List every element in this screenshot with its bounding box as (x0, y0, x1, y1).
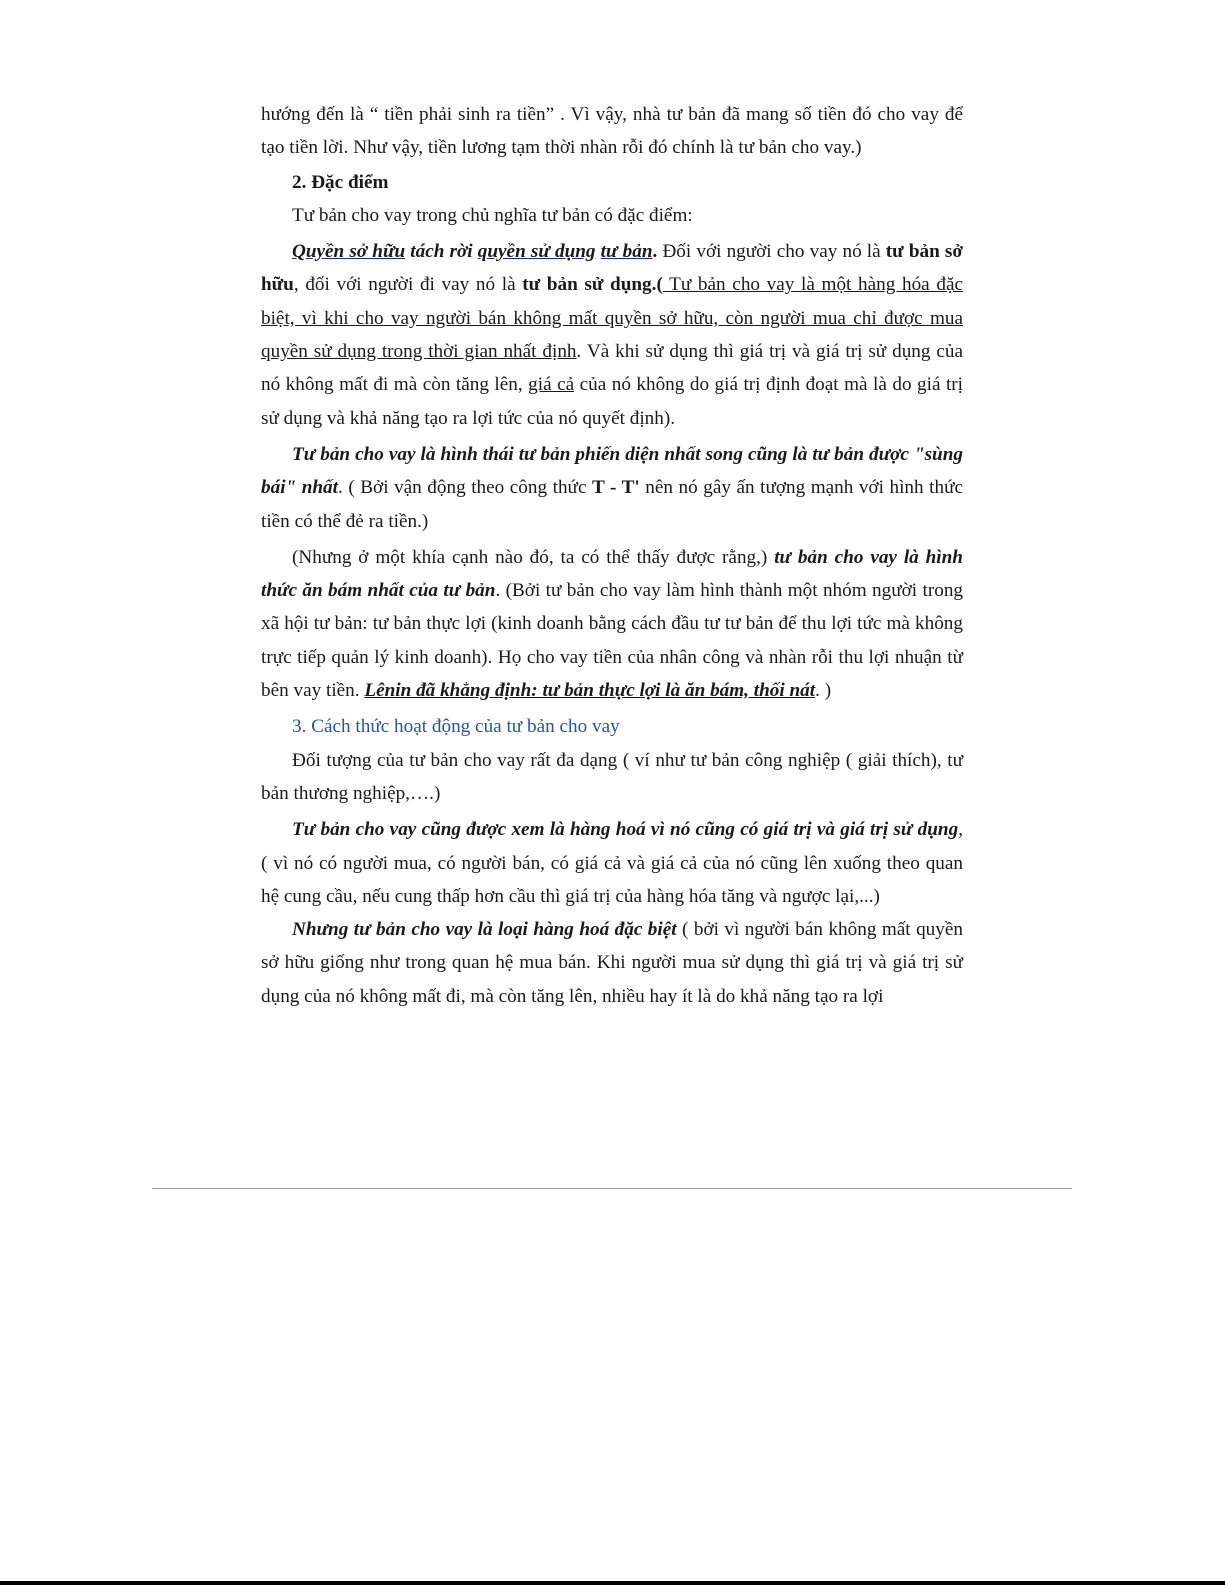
paragraph-text: Đối tượng của tư bản cho vay rất đa dạng ( ví như tư bản công nghiệp ( giải thích), tư bản thương nghiệp,….) (261, 749, 963, 804)
paragraph-dac-diem-intro (261, 199, 963, 232)
paragraph-hang-hoa (261, 813, 963, 913)
paragraph-hinh-thai (261, 438, 963, 538)
bold-tu-ban-so-huu: tư bản sở hữu (261, 241, 964, 296)
formula-t-t: T - T' (592, 477, 640, 499)
section-heading-text: 2. Đặc điểm (292, 171, 389, 193)
paragraph-an-bam (261, 541, 963, 707)
underlined-explanation: Tư bản cho vay là một hàng hóa đặc biệt, vì khi cho vay người bán không mất quyền sở hữu, còn người mua chỉ được mua quyền sử dụng trong thời gian nhất định (261, 274, 963, 363)
section-heading-cach-thuc (261, 710, 963, 743)
paragraph-quyen-so-huu (261, 235, 963, 435)
plain-text: , ( vì nó có người mua, có người bán, có giá cả và giá cả của nó cũng lên xuống theo quan hệ cung cầu, nếu cung thấp hơn cầu thì giá trị của hàng hóa tăng và ngược lại,...) (261, 819, 963, 907)
period: . (652, 241, 658, 263)
plain-text: nên nó gây ấn tượng mạnh với hình thức tiền có thể đẻ ra tiền.) (261, 477, 963, 532)
page-bottom-edge (0, 1581, 1225, 1585)
bold-tu-ban-su-dung: tư bản sử dụng.( (522, 274, 663, 296)
page-footer-divider (152, 1188, 1072, 1189)
section-heading-text: 3. Cách thức hoạt động của tư bản cho vay (292, 716, 620, 738)
paragraph-text: Tư bản cho vay trong chủ nghĩa tư bản có đặc điểm: (292, 204, 693, 226)
plain-text: . ) (815, 680, 832, 702)
paragraph-doi-tuong (261, 744, 963, 811)
plain-text: của nó không do giá trị định đoạt mà là do giá trị sử dụng và khả năng tạo ra lợi tức của nó quyết định). (261, 374, 963, 429)
emphasis-quyen-su-dung: quyền sử dụng (477, 241, 596, 263)
paragraph-hang-hoa-dac-biet (261, 913, 963, 1013)
emphasis-text: tách rời (405, 241, 478, 263)
plain-text: (Nhưng ở một khía cạnh nào đó, ta có thể thấy được rằng,) (292, 546, 775, 568)
plain-text: . (Bởi tư bản cho vay làm hình thành một nhóm người trong xã hội tư bản: tư bản thực lợi (kinh doanh bằng cách đầu tư tư bản để thu lợi tức mà không trực tiếp quản lý kinh doanh). Họ cho vay tiền của nhân công và nhàn rỗi thu lợi nhuận từ bên vay tiền. (261, 580, 964, 702)
plain-text: . Và khi sử dụng thì giá trị và giá trị sử dụng của nó không mất đi mà còn tăng lên, (261, 341, 963, 396)
emphasis-hang-hoa-dac-biet: Nhưng tư bản cho vay là loại hàng hoá đặc biệt (292, 919, 677, 941)
emphasis-hang-hoa: Tư bản cho vay cũng được xem là hàng hoá vì nó cũng có giá trị và giá trị sử dụng (292, 819, 959, 841)
emphasis-quyen-so-huu: Quyền sở hữu (292, 241, 406, 263)
paragraph-intro-text: hướng đến là “ tiền phải sinh ra tiền” . Vì vậy, nhà tư bản đã mang số tiền đó cho vay để tạo tiền lời. Như vậy, tiền lương tạm thời nhàn rỗi đó chính là tư bản cho vay.) (261, 104, 963, 159)
plain-text: , đối với người đi vay nó là (293, 274, 523, 296)
plain-text: Đối với người cho vay nó là (657, 241, 886, 263)
emphasis-tu-ban: tư bản (600, 241, 653, 263)
section-heading-dac-diem (261, 166, 963, 199)
document-page (261, 98, 963, 1013)
paragraph-intro (261, 98, 963, 165)
plain-text: ( bởi vì người bán không mất quyền sở hữu giống như trong quan hệ mua bán. Khi người mua sử dụng thì giá trị và giá trị sử dụng của nó không mất đi, mà còn tăng lên, nhiều hay ít là do khả năng tạo ra lợi (261, 919, 963, 1007)
emphasis-hinh-thai: Tư bản cho vay là hình thái tư bản phiến diện nhất song cũng là tư bản được "sùng bái" nhất (261, 443, 963, 499)
underlined-gia-ca: giá cả (528, 374, 575, 396)
emphasis-lenin-quote: Lênin đã khẳng định: tư bản thực lợi là ăn bám, thối nát (364, 680, 816, 702)
plain-text: . ( Bởi vận động theo công thức (337, 477, 593, 499)
emphasis-an-bam: tư bản cho vay là hình thức ăn bám nhất của tư bản (261, 546, 963, 602)
